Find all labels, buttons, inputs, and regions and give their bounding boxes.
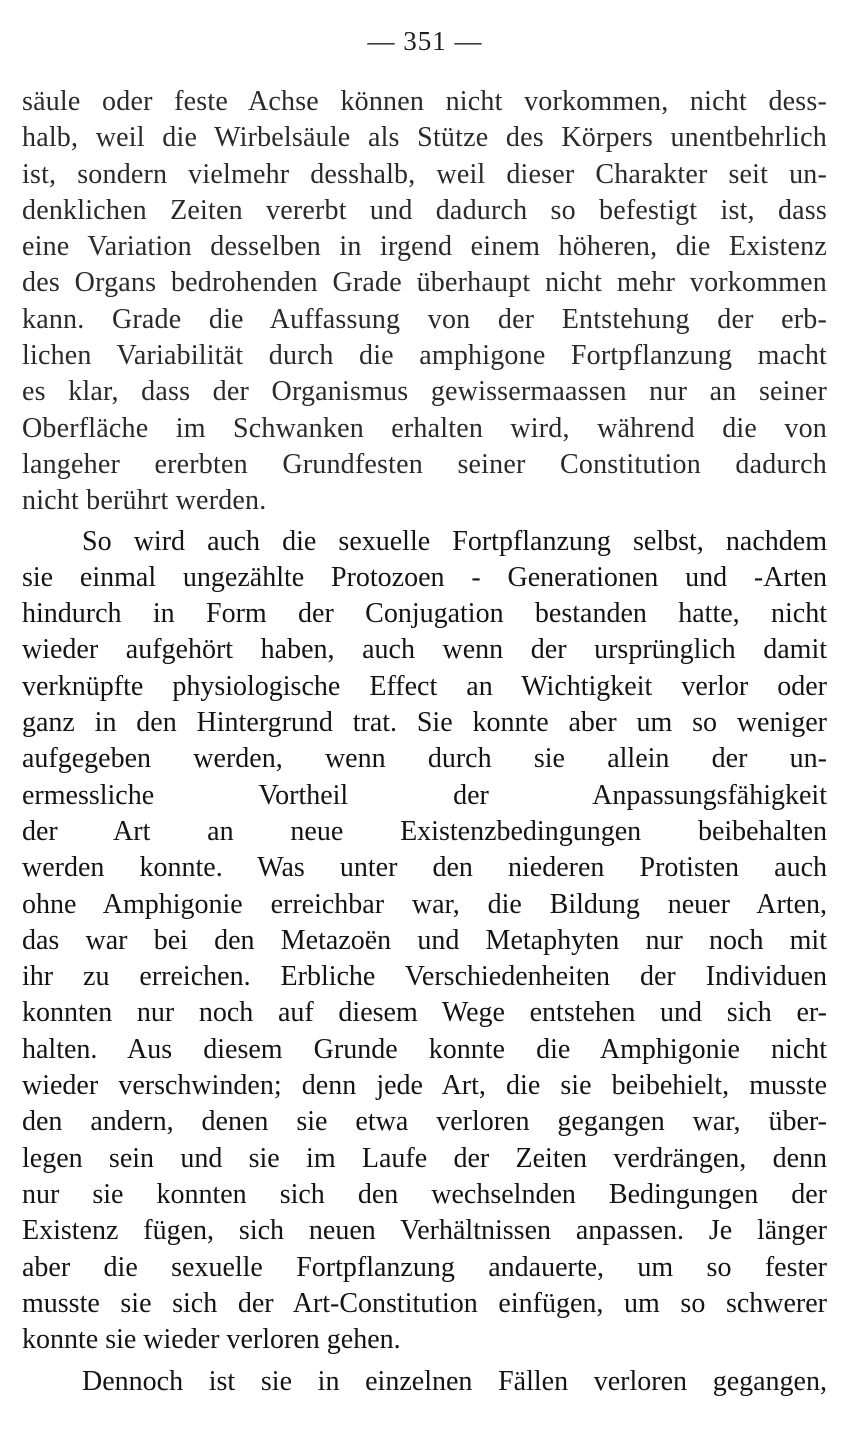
text-line: das war bei den Metazoën und Metaphyten nur noch mit — [22, 924, 827, 956]
text-line: nur sie konnten sich den wechselnden Bedingungen der — [22, 1178, 827, 1210]
text-line: wieder verschwinden; denn jede Art, die sie beibehielt, musste — [22, 1070, 827, 1102]
text-line: säule oder feste Achse können nicht vorkommen, nicht dess- — [22, 86, 827, 117]
text-line: nicht berührt werden. — [22, 485, 267, 517]
text-line: konnten nur noch auf diesem Wege entstehen und sich er- — [22, 997, 827, 1029]
text-line: aber die sexuelle Fortpflanzung andauerte, um so fester — [22, 1251, 827, 1283]
text-line: der Art an neue Existenzbedingungen beibehalten — [22, 815, 827, 847]
text-line: ganz in den Hintergrund trat. Sie konnte aber um so weniger — [22, 707, 827, 739]
text-line: musste sie sich der Art-Constitution einfügen, um so schwerer — [22, 1287, 827, 1319]
text-line: werden konnte. Was unter den niederen Protisten auch — [22, 852, 827, 884]
text-line: hindurch in Form der Conjugation bestanden hatte, nicht — [22, 598, 827, 630]
text-line: ist, sondern vielmehr desshalb, weil dieser Charakter seit un- — [22, 158, 827, 190]
text-line: denklichen Zeiten vererbt und dadurch so befestigt ist, dass — [22, 194, 827, 226]
paragraph-2 — [22, 524, 827, 1359]
text-line: lichen Variabilität durch die amphigone Fortpflanzung macht — [22, 340, 827, 372]
text-line: verknüpfte physiologische Effect an Wichtigkeit verlor oder — [22, 670, 827, 702]
text-line: wieder aufgehört haben, auch wenn der ursprünglich damit — [22, 634, 827, 666]
text-line: konnte sie wieder verloren gehen. — [22, 1324, 401, 1356]
text-line: ermessliche Vortheil der Anpassungsfähigkeit — [22, 779, 827, 811]
text-line: eine Variation desselben in irgend einem höheren, die Existenz — [22, 231, 827, 263]
text-line: langeher ererbten Grundfesten seiner Constitution dadurch — [22, 448, 827, 480]
text-line: den andern, denen sie etwa verloren gegangen war, über- — [22, 1106, 827, 1138]
page-number: — 351 — — [367, 26, 483, 56]
paragraph-3 — [22, 1364, 827, 1400]
text-line: Dennoch ist sie in einzelnen Fällen verloren gegangen, — [82, 1366, 827, 1398]
text-line: Oberfläche im Schwanken erhalten wird, während die von — [22, 412, 827, 444]
text-line: halten. Aus diesem Grunde konnte die Amphigonie nicht — [22, 1033, 827, 1065]
text-line: ihr zu erreichen. Erbliche Verschiedenheiten der Individuen — [22, 961, 827, 993]
text-line: So wird auch die sexuelle Fortpflanzung selbst, nachdem — [82, 525, 827, 557]
text-line: des Organs bedrohenden Grade überhaupt nicht mehr vorkommen — [22, 267, 827, 299]
text-line: es klar, dass der Organismus gewissermaassen nur an seiner — [22, 376, 827, 408]
text-line: halb, weil die Wirbelsäule als Stütze des Körpers unentbehrlich — [22, 122, 827, 154]
text-line: legen sein und sie im Laufe der Zeiten verdrängen, denn — [22, 1142, 827, 1174]
body-text — [22, 84, 827, 1401]
paragraph-1 — [22, 84, 827, 520]
text-line: Existenz fügen, sich neuen Verhältnissen anpassen. Je länger — [22, 1215, 827, 1247]
text-line: kann. Grade die Auffassung von der Entstehung der erb- — [22, 303, 827, 335]
text-line: ohne Amphigonie erreichbar war, die Bildung neuer Arten, — [22, 888, 827, 920]
text-line: sie einmal ungezählte Protozoen - Generationen und -Arten — [22, 561, 827, 593]
text-line: aufgegeben werden, wenn durch sie allein der un- — [22, 743, 827, 775]
